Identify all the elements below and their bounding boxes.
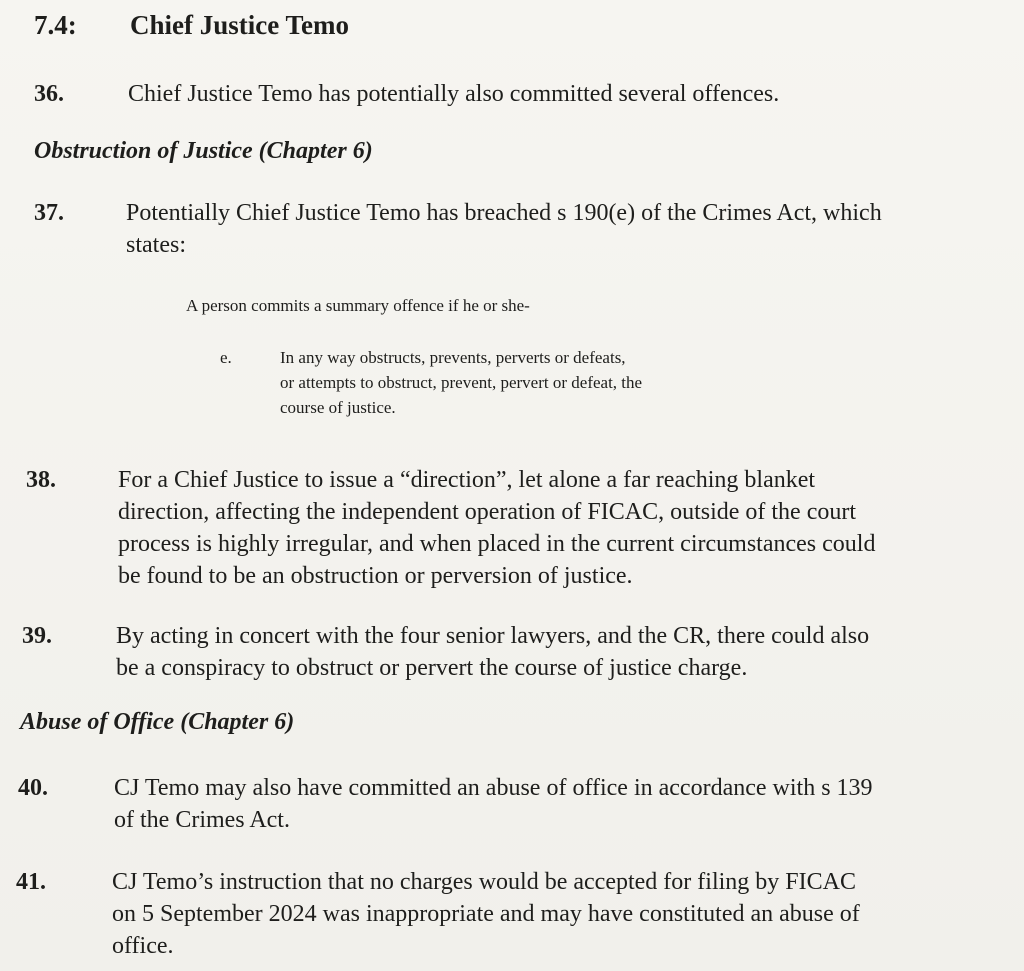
paragraph-line: direction, affecting the independent operation of FICAC, outside of the court: [118, 499, 857, 525]
paragraph-line: CJ Temo may also have committed an abuse of office in accordance with s 139: [114, 775, 873, 801]
paragraph-number: 39.: [22, 623, 52, 649]
paragraph-line: By acting in concert with the four senior lawyers, and the CR, there could also: [116, 623, 870, 649]
paragraph-line: of the Crimes Act.: [114, 807, 290, 833]
paragraph-number: 37.: [34, 200, 64, 226]
subheading-abuse: Abuse of Office (Chapter 6): [20, 709, 295, 735]
paragraph-line: be a conspiracy to obstruct or pervert the course of justice charge.: [116, 655, 748, 681]
paragraph-number: 36.: [34, 81, 64, 107]
paragraph-line: states:: [126, 232, 186, 258]
paragraph-number: 41.: [16, 869, 46, 895]
paragraph-39: [22, 620, 992, 686]
paragraph-38: [26, 464, 996, 594]
paragraph-line: For a Chief Justice to issue a “direction”, let alone a far reaching blanket: [118, 467, 816, 493]
paragraph-line: on 5 September 2024 was inappropriate and may have constituted an abuse of: [112, 901, 860, 927]
quote-intro: A person commits a summary offence if he or she-: [186, 296, 530, 315]
paragraph-36: [34, 78, 994, 112]
paragraph-text: [128, 78, 779, 110]
paragraph-number: 40.: [18, 775, 48, 801]
paragraph-text: [126, 197, 882, 261]
paragraph-line: be found to be an obstruction or perversion of justice.: [118, 563, 633, 589]
paragraph-line: office.: [112, 933, 174, 959]
paragraph-number: 38.: [26, 467, 56, 493]
paragraph-line: Potentially Chief Justice Temo has breached s 190(e) of the Crimes Act, which: [126, 200, 882, 226]
paragraph-41: [16, 866, 986, 964]
quote-item-label: e.: [220, 348, 232, 367]
quote-line: course of justice.: [280, 398, 396, 417]
paragraph-37: [34, 197, 994, 263]
quote-line: In any way obstructs, prevents, perverts or defeats,: [280, 348, 626, 367]
section-title: Chief Justice Temo: [130, 10, 349, 40]
paragraph-40: [18, 772, 988, 838]
paragraph-text: [116, 620, 869, 684]
quote-item-text: [280, 345, 642, 420]
section-heading: [34, 10, 349, 41]
quote-line: or attempts to obstruct, prevent, pervert or defeat, the: [280, 373, 643, 392]
section-number: 7.4:: [34, 10, 77, 40]
paragraph-text: [112, 866, 860, 962]
paragraph-line: CJ Temo’s instruction that no charges would be accepted for filing by FICAC: [112, 869, 856, 895]
paragraph-line: process is highly irregular, and when placed in the current circumstances could: [118, 531, 876, 557]
paragraph-text: [114, 772, 873, 836]
paragraph-line: Chief Justice Temo has potentially also committed several offences.: [128, 81, 780, 107]
paragraph-text: [118, 464, 875, 592]
subheading-obstruction: Obstruction of Justice (Chapter 6): [34, 138, 373, 164]
